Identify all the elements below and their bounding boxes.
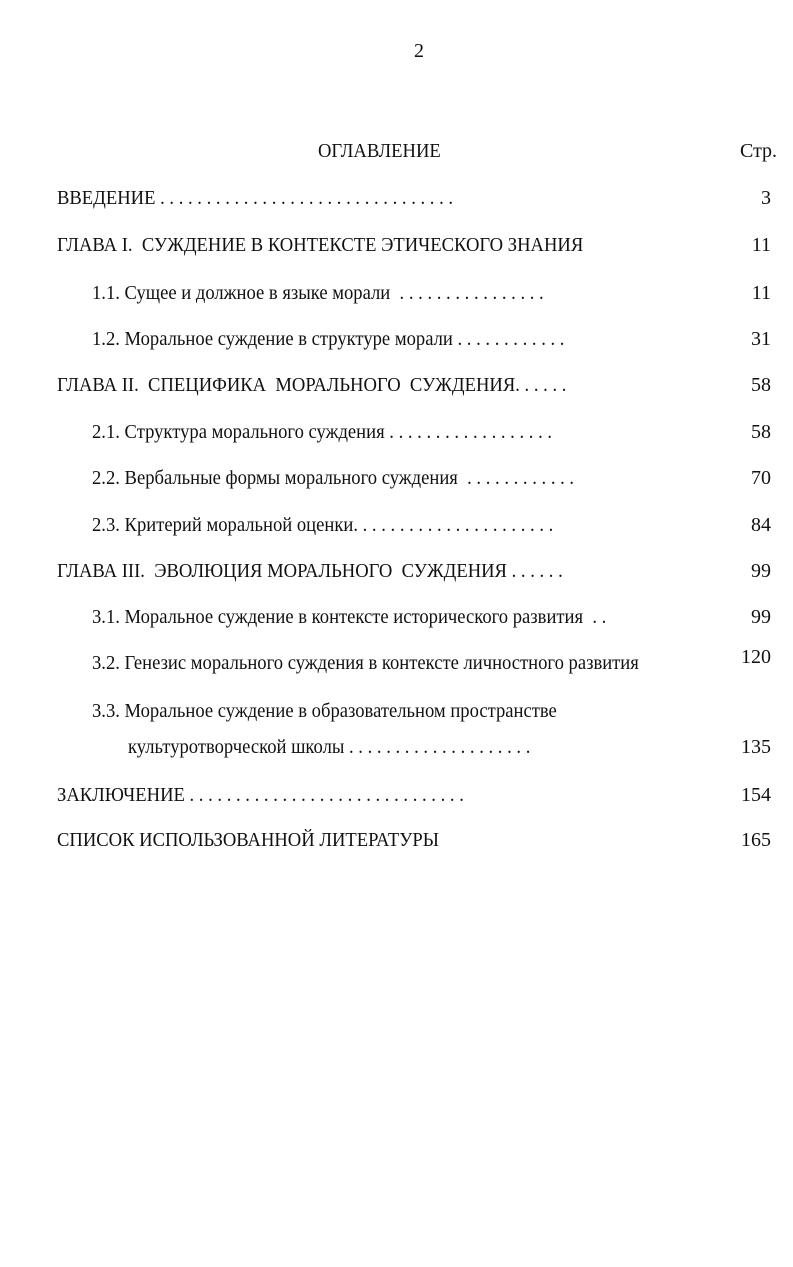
toc-entry[interactable] bbox=[92, 513, 553, 537]
toc-entry[interactable] bbox=[57, 559, 563, 583]
dot-leader: . . . . . . . . . . . . . . . . . . . . . . bbox=[353, 514, 554, 536]
toc-entry-title: 1.2. Моральное суждение в структуре морали bbox=[92, 328, 453, 350]
toc-page-number: 135 bbox=[741, 736, 771, 758]
toc-entry-title: 2.3. Критерий моральной оценки bbox=[92, 514, 354, 536]
dot-leader: . . . . . . . . . . . . . . . . . . . . . . . . . . . . . . bbox=[184, 784, 464, 806]
toc-page-number: 58 bbox=[751, 421, 771, 443]
dot-leader: . . . . . . . . . . . . bbox=[452, 328, 565, 350]
toc-entry-title: 3.1. Моральное суждение в контексте исторического развития bbox=[92, 606, 584, 628]
toc-page-number: 154 bbox=[741, 784, 771, 806]
dot-leader: . . bbox=[583, 606, 607, 628]
toc-entry[interactable] bbox=[57, 783, 464, 807]
toc-entry[interactable] bbox=[57, 186, 453, 210]
toc-entry[interactable] bbox=[92, 420, 552, 444]
toc-entry[interactable] bbox=[57, 373, 566, 397]
toc-entry-title: 2.2. Вербальные формы морального суждения bbox=[92, 467, 458, 489]
toc-entry[interactable] bbox=[92, 327, 564, 351]
toc-page-number: 84 bbox=[751, 514, 771, 536]
toc-page-number: 99 bbox=[751, 606, 771, 628]
dot-leader: . . . . . . . . . . . . . . . . bbox=[390, 282, 544, 304]
toc-page-number: 3 bbox=[761, 187, 771, 209]
dot-leader: . . . . . . . . . . . . . . . . . . . . . . . . . . . . . . . . bbox=[155, 187, 454, 209]
toc-entry[interactable] bbox=[128, 735, 530, 759]
dot-leader: . . . . . . bbox=[506, 560, 563, 582]
toc-entry-title: ЗАКЛЮЧЕНИЕ bbox=[57, 784, 185, 806]
toc-entry-title: 3.2. Генезис морального суждения в контексте личностного развития bbox=[92, 652, 639, 674]
toc-page-number: 165 bbox=[741, 829, 771, 851]
dot-leader: . . . . . . . . . . . . bbox=[457, 467, 575, 489]
toc-entry-title: 2.1. Структура морального суждения bbox=[92, 421, 385, 443]
toc-entry-title: 3.3. Моральное суждение в образовательном пространстве bbox=[92, 700, 557, 722]
dot-leader: . . . . . . bbox=[515, 374, 567, 396]
toc-entry[interactable] bbox=[92, 651, 639, 675]
toc-entry-title: СПИСОК ИСПОЛЬЗОВАННОЙ ЛИТЕРАТУРЫ bbox=[57, 829, 439, 851]
dot-leader: . . . . . . . . . . . . . . . . . . . . bbox=[344, 736, 531, 758]
toc-entry-title: ГЛАВА III. ЭВОЛЮЦИЯ МОРАЛЬНОГО СУЖДЕНИЯ bbox=[57, 560, 507, 582]
toc-page-number: 31 bbox=[751, 328, 771, 350]
toc-entry[interactable] bbox=[57, 828, 439, 852]
toc-entry[interactable] bbox=[92, 605, 606, 629]
toc-entry[interactable] bbox=[57, 233, 583, 257]
toc-page-number: 11 bbox=[751, 282, 771, 304]
toc-page-number: 99 bbox=[751, 560, 771, 582]
toc-page-number: 58 bbox=[751, 374, 771, 396]
toc-entry-title: ГЛАВА II. СПЕЦИФИКА МОРАЛЬНОГО СУЖДЕНИЯ bbox=[57, 374, 516, 396]
toc-entry[interactable] bbox=[92, 699, 557, 723]
toc-page-number: 120 bbox=[741, 646, 771, 668]
page-number: 2 bbox=[414, 40, 424, 62]
toc-entry[interactable] bbox=[92, 466, 574, 490]
page-column-label: Стр. bbox=[740, 140, 778, 162]
toc-entry-title: культуротворческой школы bbox=[128, 736, 345, 758]
toc-entry-title: ГЛАВА I. СУЖДЕНИЕ В КОНТЕКСТЕ ЭТИЧЕСКОГО ЗНАНИЯ bbox=[57, 234, 584, 256]
dot-leader: . . . . . . . . . . . . . . . . . . bbox=[384, 421, 553, 443]
toc-entry-title: ВВЕДЕНИЕ bbox=[57, 187, 156, 209]
toc-entry-title: 1.1. Сущее и должное в языке морали bbox=[92, 282, 391, 304]
toc-page-number: 11 bbox=[751, 234, 771, 256]
toc-entry[interactable] bbox=[92, 281, 544, 305]
toc-title: ОГЛАВЛЕНИЕ bbox=[318, 140, 441, 162]
toc-page-number: 70 bbox=[751, 467, 771, 489]
